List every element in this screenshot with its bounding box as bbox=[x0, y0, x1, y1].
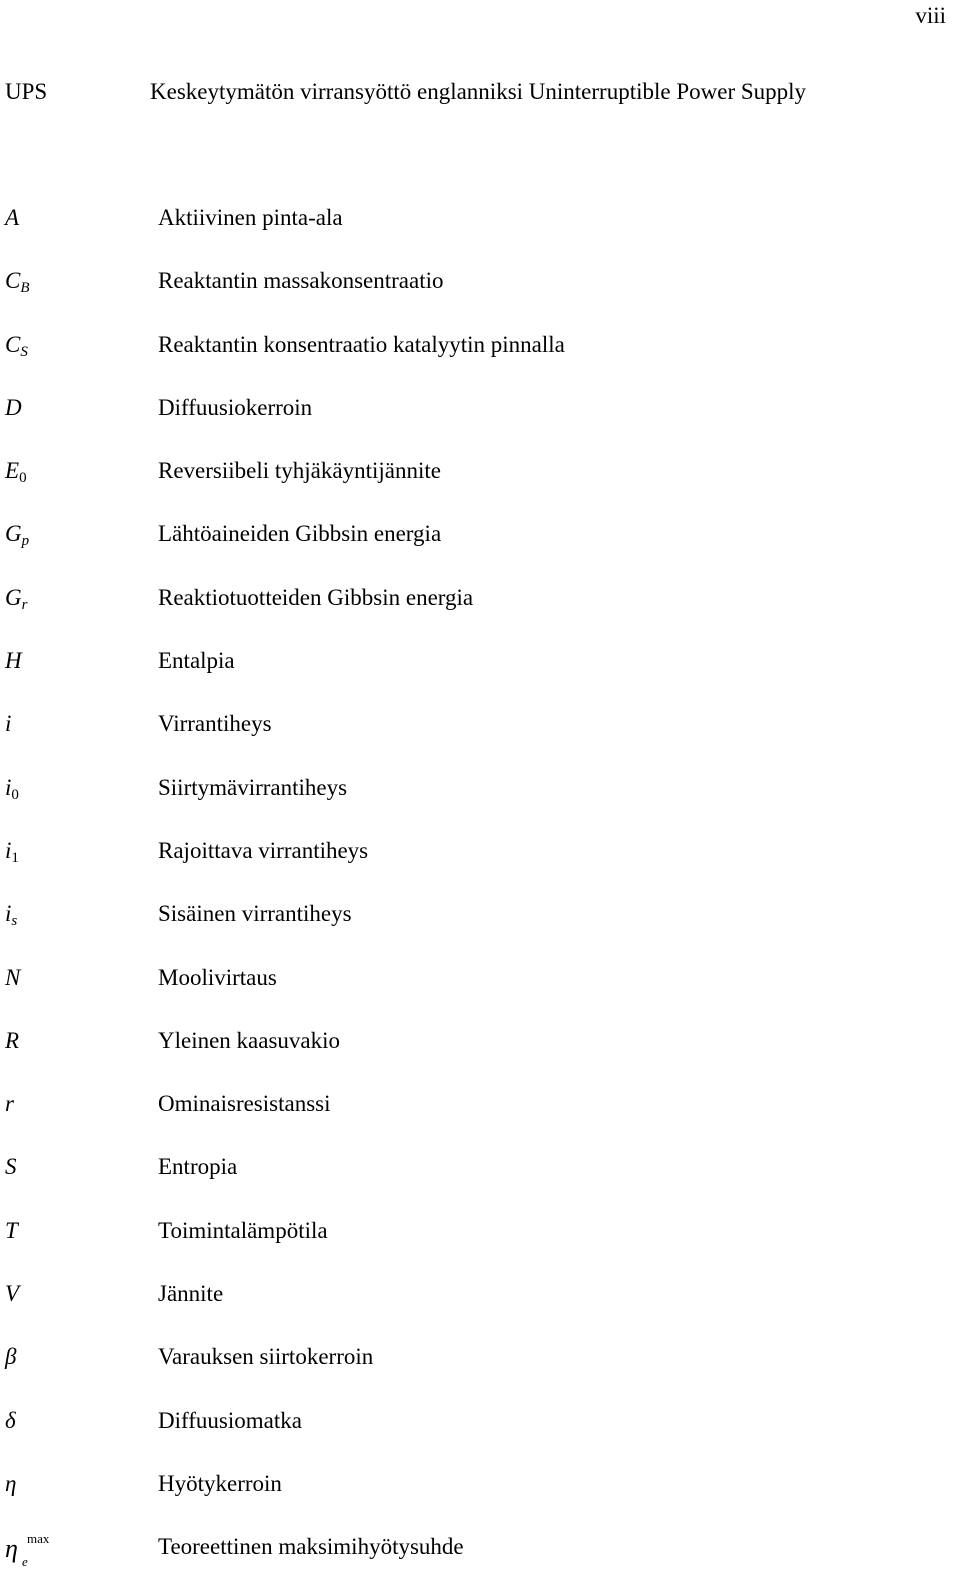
symbol-description: Reaktantin konsentraatio katalyytin pinnalla bbox=[158, 331, 565, 357]
symbol-description: Diffuusiokerroin bbox=[158, 394, 313, 420]
symbol: $i_0$ bbox=[5, 774, 19, 803]
symbol-row bbox=[5, 393, 945, 456]
symbol-row bbox=[5, 1532, 945, 1595]
symbol-row bbox=[5, 899, 945, 962]
symbol-row bbox=[5, 1089, 945, 1152]
symbol-description: Reaktantin massakonsentraatio bbox=[158, 268, 444, 294]
symbol-row bbox=[5, 836, 945, 899]
symbol-row bbox=[5, 1406, 945, 1469]
symbol-description: Entalpia bbox=[158, 648, 235, 674]
symbol: i bbox=[5, 711, 12, 737]
symbol: S bbox=[5, 1154, 17, 1180]
symbol: $G_p$ bbox=[5, 521, 30, 550]
symbol: $C_B$ bbox=[5, 268, 30, 297]
symbol-description: Sisäinen virrantiheys bbox=[158, 901, 352, 927]
symbol-row bbox=[5, 709, 945, 772]
symbol-row bbox=[5, 456, 945, 519]
symbol-description: Rajoittava virrantiheys bbox=[158, 837, 369, 863]
symbol-row bbox=[5, 646, 945, 709]
symbol-description: Diffuusiomatka bbox=[158, 1407, 302, 1433]
symbol: r bbox=[5, 1091, 14, 1117]
symbol: N bbox=[5, 964, 21, 990]
symbol: $i_s$ bbox=[5, 901, 18, 930]
symbol-description: Aktiivinen pinta-ala bbox=[158, 205, 343, 230]
symbol-row bbox=[5, 203, 945, 266]
symbol: V bbox=[5, 1281, 20, 1307]
symbol-row bbox=[5, 963, 945, 1026]
symbol: H bbox=[5, 648, 22, 674]
symbol-row bbox=[5, 1342, 945, 1405]
symbol: δ bbox=[5, 1407, 16, 1433]
symbol: R bbox=[5, 1027, 20, 1053]
symbol: $E_0$ bbox=[5, 458, 27, 487]
symbol-row bbox=[5, 1026, 945, 1089]
symbol-row bbox=[5, 1469, 945, 1532]
symbol: T bbox=[5, 1217, 18, 1243]
symbol: $i_1$ bbox=[5, 837, 19, 866]
symbol-row bbox=[5, 330, 945, 393]
symbol-description: Entropia bbox=[158, 1154, 238, 1180]
symbol-description: Lähtöaineiden Gibbsin energia bbox=[158, 521, 442, 547]
symbol-description: Ominaisresistanssi bbox=[158, 1091, 331, 1117]
symbol-description: Reaktiotuotteiden Gibbsin energia bbox=[158, 584, 474, 610]
symbol-description: Reversiibeli tyhjäkäyntijännite bbox=[158, 458, 441, 484]
abbreviation-description: Keskeytymätön virransyöttö englanniksi Uninterruptible Power Supply bbox=[150, 79, 807, 104]
symbol: β bbox=[5, 1344, 17, 1370]
symbol: D bbox=[5, 394, 22, 420]
page-number: viii bbox=[915, 3, 946, 28]
symbol: η bbox=[5, 1470, 17, 1496]
symbol-description: Toimintalämpötila bbox=[158, 1217, 328, 1243]
symbol-description: Varauksen siirtokerroin bbox=[158, 1344, 374, 1370]
symbol-description: Siirtymävirrantiheys bbox=[158, 774, 348, 800]
symbol: $C_S$ bbox=[5, 331, 28, 360]
symbol-row bbox=[5, 519, 945, 582]
symbol-row bbox=[5, 266, 945, 329]
symbol-row bbox=[5, 773, 945, 836]
symbol bbox=[5, 1532, 57, 1570]
abbreviation-term: UPS bbox=[5, 79, 48, 104]
symbol-description: Jännite bbox=[158, 1281, 224, 1307]
eta-max-symbol: η max e bbox=[5, 1531, 50, 1570]
symbol-description: Moolivirtaus bbox=[158, 964, 277, 990]
symbol: $G_r$ bbox=[5, 584, 28, 613]
symbol-list bbox=[5, 203, 945, 1596]
symbol: A bbox=[5, 205, 20, 230]
symbol-description: Yleinen kaasuvakio bbox=[158, 1027, 341, 1053]
symbol-description: Teoreettinen maksimihyötysuhde bbox=[158, 1534, 464, 1560]
symbol-row bbox=[5, 1216, 945, 1279]
symbol-description: Hyötykerroin bbox=[158, 1470, 282, 1496]
symbol-description: Virrantiheys bbox=[158, 711, 272, 737]
symbol-row bbox=[5, 583, 945, 646]
symbol-row bbox=[5, 1279, 945, 1342]
symbol-row bbox=[5, 1152, 945, 1215]
